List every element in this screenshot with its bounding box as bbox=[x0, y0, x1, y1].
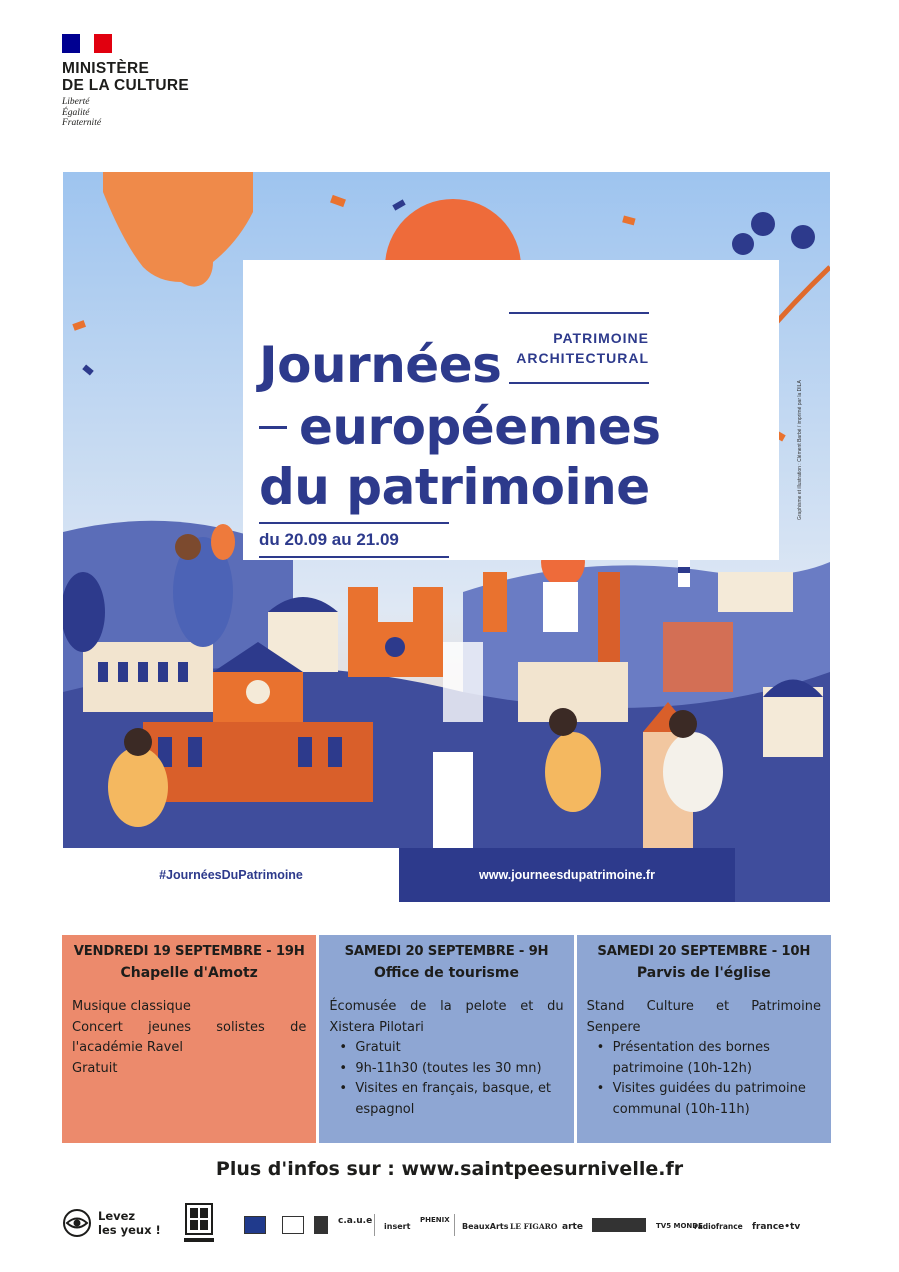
ministry-name-line2: DE LA CULTURE bbox=[62, 77, 190, 94]
phenix-logo: PHENIX bbox=[420, 1216, 450, 1224]
list-item: • 9h-11h30 (toutes les 30 mn) bbox=[339, 1059, 563, 1080]
motto-fraternite: Fraternité bbox=[62, 118, 102, 128]
title-line2-text: européennes bbox=[299, 398, 661, 456]
divider bbox=[374, 1214, 375, 1236]
title-line1: Journées bbox=[259, 336, 502, 394]
figaro-logo: LE FIGARO bbox=[510, 1222, 558, 1231]
program-intro: Écomusée de la pelote et du Xistera Pilotari bbox=[329, 999, 564, 1035]
program-intro: Stand Culture et Patrimoine Senpere bbox=[586, 999, 821, 1035]
program-line: Gratuit bbox=[72, 1060, 118, 1076]
divider bbox=[454, 1214, 455, 1236]
ministry-motto bbox=[62, 97, 232, 129]
person-dancing bbox=[545, 732, 601, 812]
person-pointing bbox=[663, 732, 723, 812]
arte-logo: arte bbox=[562, 1222, 583, 1232]
council-europe-icon bbox=[282, 1216, 304, 1234]
eye-icon bbox=[62, 1208, 92, 1238]
theme-badge bbox=[509, 312, 649, 384]
program-line: Musique classique bbox=[72, 999, 191, 1014]
program-bullets bbox=[597, 1038, 821, 1120]
program-day: SAMEDI 20 SEPTEMBRE - 10H bbox=[597, 944, 811, 959]
motto-egalite: Égalité bbox=[62, 107, 90, 118]
program-saturday-9h bbox=[319, 935, 573, 1143]
cathedral-tower-right bbox=[413, 587, 443, 677]
more-info-link[interactable]: Plus d'infos sur : www.saintpeesurnivelle.fr bbox=[215, 1158, 684, 1180]
program-day: VENDREDI 19 SEPTEMBRE - 19H bbox=[73, 944, 305, 959]
town-crest-icon bbox=[182, 1202, 216, 1246]
insert-logo: insert bbox=[384, 1222, 411, 1231]
ministry-name-line1: MINISTÈRE bbox=[62, 60, 150, 77]
poster-credit: Graphisme et illustration : Clément Barbé / imprimé par la DILA bbox=[797, 380, 803, 520]
partner-square-icon bbox=[314, 1216, 328, 1234]
motto-liberte: Liberté bbox=[62, 97, 90, 107]
levez-text: Levez bbox=[98, 1209, 136, 1223]
poster-footer bbox=[63, 848, 830, 902]
theme-line2: ARCHITECTURAL bbox=[516, 350, 649, 366]
theme-line1: PATRIMOINE bbox=[553, 330, 649, 346]
french-flag-icon bbox=[62, 34, 112, 53]
tv5-logo: TV5 MONDE bbox=[656, 1222, 703, 1230]
title-line2 bbox=[259, 397, 661, 457]
program-saturday-10h bbox=[577, 935, 831, 1143]
ministry-logo bbox=[62, 34, 232, 129]
francetv-logo: france•tv bbox=[752, 1222, 801, 1232]
partner-logos bbox=[62, 1200, 832, 1250]
program-day: SAMEDI 20 SEPTEMBRE - 9H bbox=[344, 944, 549, 959]
program-bullets bbox=[339, 1038, 563, 1120]
person-left bbox=[108, 747, 168, 827]
dash-icon bbox=[259, 426, 287, 429]
beauxarts-logo: BeauxArts bbox=[462, 1222, 509, 1231]
program-place: Chapelle d'Amotz bbox=[120, 965, 258, 981]
list-item: • Présentation des bornes patrimoine (10h-12h) bbox=[597, 1038, 821, 1079]
cathedral-tower-left bbox=[348, 587, 378, 677]
caue-logo: c.a.u.e bbox=[338, 1216, 373, 1226]
partner-block-icon bbox=[592, 1218, 646, 1232]
program-line: Concert jeunes solistes de l'académie Ravel bbox=[72, 1019, 307, 1055]
program-friday bbox=[62, 935, 316, 1143]
list-item: • Visites guidées du patrimoine communal (10h-11h) bbox=[597, 1079, 821, 1120]
website-link[interactable]: www.journeesdupatrimoine.fr bbox=[399, 848, 735, 902]
hashtag: #JournéesDuPatrimoine bbox=[63, 848, 399, 902]
program-place: Parvis de l'église bbox=[636, 965, 771, 981]
levez-les-yeux-logo bbox=[62, 1208, 161, 1238]
les-yeux-text: les yeux ! bbox=[98, 1223, 161, 1237]
event-dates: du 20.09 au 21.09 bbox=[259, 522, 449, 558]
eu-flag-icon bbox=[244, 1216, 266, 1234]
list-item: • Gratuit bbox=[339, 1038, 563, 1059]
program-place: Office de tourisme bbox=[374, 965, 519, 981]
event-poster bbox=[63, 172, 830, 902]
list-item: • Visites en français, basque, et espagnol bbox=[339, 1079, 563, 1120]
radiofrance-logo: radiofrance bbox=[694, 1222, 743, 1231]
title-line3: du patrimoine bbox=[259, 458, 650, 516]
program-columns bbox=[62, 935, 831, 1143]
